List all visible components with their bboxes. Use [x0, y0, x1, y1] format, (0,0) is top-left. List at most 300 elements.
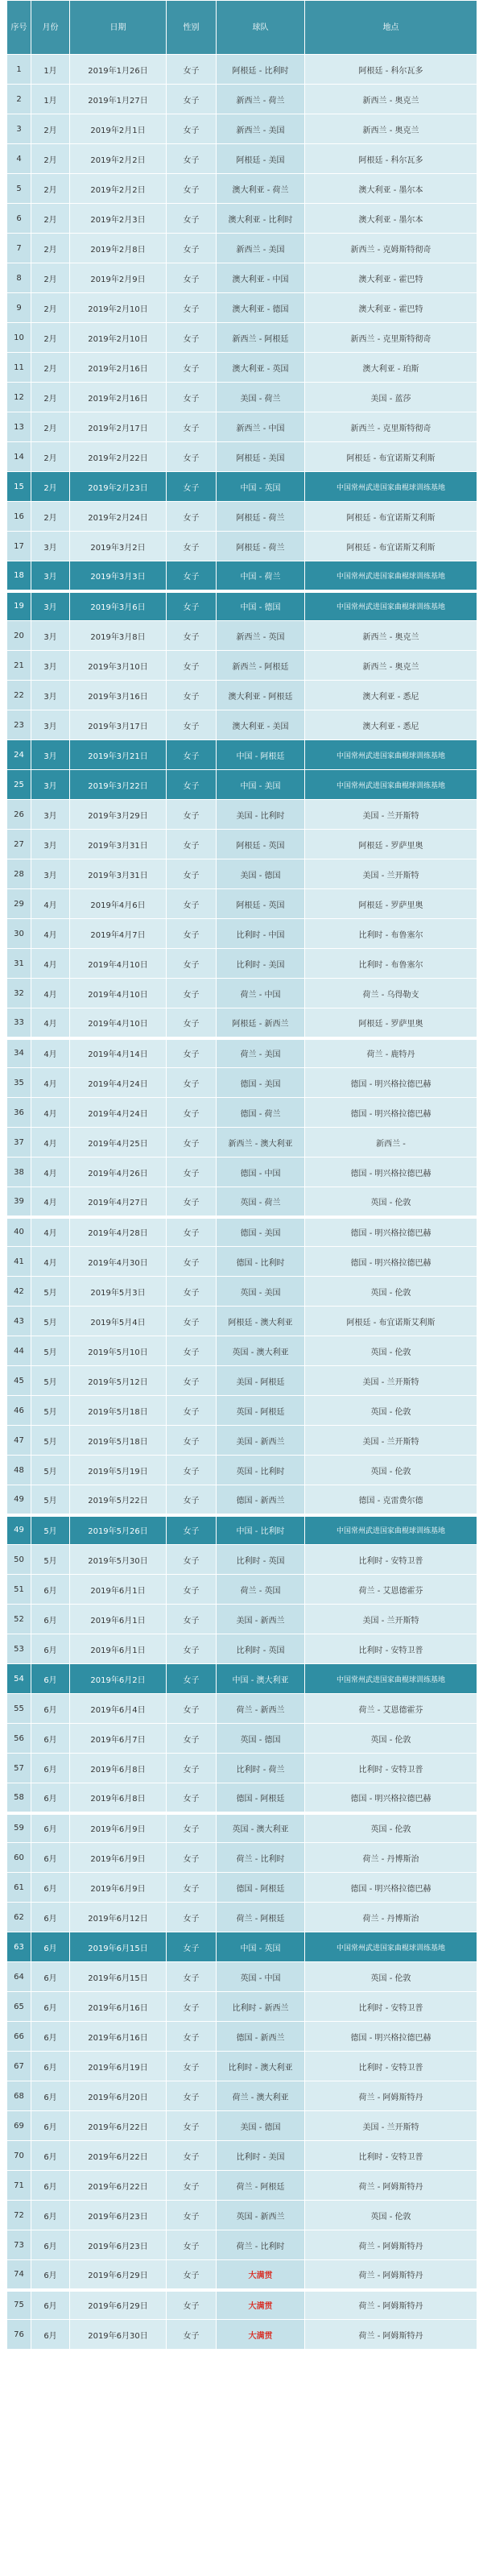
row-number: 14: [7, 442, 31, 472]
table-row: [7, 1485, 477, 1515]
row-month: 2月: [31, 144, 70, 174]
table-row: [7, 2260, 477, 2290]
row-month: 6月: [31, 2111, 70, 2141]
row-team: 新西兰 - 阿根廷: [217, 651, 305, 681]
table-row: [7, 263, 477, 293]
table-row: [7, 889, 477, 919]
row-month: 5月: [31, 1426, 70, 1456]
table-row: [7, 1783, 477, 1813]
row-month: 3月: [31, 681, 70, 710]
row-month: 2月: [31, 412, 70, 442]
row-team: 德国 - 美国: [217, 1068, 305, 1098]
row-month: 4月: [31, 919, 70, 949]
row-month: 6月: [31, 1873, 70, 1903]
row-gender: 女子: [167, 174, 217, 204]
row-month: 6月: [31, 2171, 70, 2201]
row-number: 22: [7, 681, 31, 710]
row-date: 2019年6月29日: [70, 2290, 167, 2320]
row-date: 2019年5月12日: [70, 1366, 167, 1396]
row-number: 61: [7, 1873, 31, 1903]
row-venue: 德国 - 明兴格拉德巴赫: [305, 1158, 477, 1187]
row-venue: 英国 - 伦敦: [305, 1187, 477, 1217]
row-venue: 比利时 - 安特卫普: [305, 2141, 477, 2171]
row-month: 4月: [31, 1187, 70, 1217]
row-month: 5月: [31, 1485, 70, 1515]
row-number: 59: [7, 1813, 31, 1843]
row-venue: 英国 - 伦敦: [305, 1336, 477, 1366]
row-month: 2月: [31, 323, 70, 353]
row-date: 2019年6月9日: [70, 1813, 167, 1843]
row-venue: 德国 - 明兴格拉德巴赫: [305, 1783, 477, 1813]
row-number: 20: [7, 621, 31, 651]
row-team: 新西兰 - 澳大利亚: [217, 1128, 305, 1158]
row-date: 2019年5月30日: [70, 1545, 167, 1575]
row-date: 2019年5月19日: [70, 1456, 167, 1485]
row-month: 4月: [31, 889, 70, 919]
row-team: 中国 - 荷兰: [217, 561, 305, 591]
row-venue: 中国常州武进国家曲棍球训练基地: [305, 591, 477, 621]
row-venue: 澳大利亚 - 悉尼: [305, 710, 477, 740]
row-gender: 女子: [167, 1426, 217, 1456]
row-number: 25: [7, 770, 31, 800]
row-month: 5月: [31, 1396, 70, 1426]
row-gender: 女子: [167, 1008, 217, 1038]
row-team: 阿根廷 - 英国: [217, 889, 305, 919]
row-team: 德国 - 比利时: [217, 1247, 305, 1277]
row-venue: 美国 - 兰开斯特: [305, 859, 477, 889]
grand-slam-label: 大满贯: [248, 2271, 273, 2280]
row-number: 37: [7, 1128, 31, 1158]
row-team: 德国 - 中国: [217, 1158, 305, 1187]
row-gender: 女子: [167, 830, 217, 859]
row-date: 2019年6月12日: [70, 1903, 167, 1932]
table-row: [7, 621, 477, 651]
row-venue: 澳大利亚 - 墨尔本: [305, 174, 477, 204]
table-row: [7, 1038, 477, 1068]
row-gender: 女子: [167, 1217, 217, 1247]
row-team: [217, 2320, 305, 2350]
row-number: 8: [7, 263, 31, 293]
row-venue: 荷兰 - 艾恩德霍芬: [305, 1575, 477, 1605]
table-row: [7, 800, 477, 830]
table-row: [7, 1396, 477, 1426]
row-team: 新西兰 - 美国: [217, 114, 305, 144]
row-date: 2019年4月28日: [70, 1217, 167, 1247]
row-month: 6月: [31, 2230, 70, 2260]
row-month: 2月: [31, 353, 70, 383]
row-number: 48: [7, 1456, 31, 1485]
row-venue: 德国 - 明兴格拉德巴赫: [305, 1247, 477, 1277]
row-team: 英国 - 中国: [217, 1962, 305, 1992]
row-gender: 女子: [167, 293, 217, 323]
row-date: 2019年6月23日: [70, 2230, 167, 2260]
row-venue: 新西兰 - 奥克兰: [305, 621, 477, 651]
row-number: 49: [7, 1515, 31, 1545]
row-gender: 女子: [167, 949, 217, 979]
row-number: 65: [7, 1992, 31, 2022]
row-team: 美国 - 新西兰: [217, 1605, 305, 1634]
row-gender: 女子: [167, 2320, 217, 2350]
table-row: [7, 204, 477, 234]
table-row: [7, 412, 477, 442]
row-month: 4月: [31, 949, 70, 979]
row-gender: 女子: [167, 2171, 217, 2201]
row-month: 4月: [31, 1158, 70, 1187]
row-month: 5月: [31, 1366, 70, 1396]
row-number: 51: [7, 1575, 31, 1605]
table-row: [7, 1903, 477, 1932]
row-month: 6月: [31, 2081, 70, 2111]
row-venue: 中国常州武进国家曲棍球训练基地: [305, 1515, 477, 1545]
row-gender: 女子: [167, 55, 217, 85]
row-number: 54: [7, 1664, 31, 1694]
row-date: 2019年3月21日: [70, 740, 167, 770]
row-gender: 女子: [167, 2022, 217, 2052]
row-team: 中国 - 英国: [217, 1932, 305, 1962]
header-venue: 地点: [305, 1, 477, 55]
row-team: 阿根廷 - 英国: [217, 830, 305, 859]
table-row: [7, 1843, 477, 1873]
row-month: 6月: [31, 1754, 70, 1783]
table-row: [7, 1575, 477, 1605]
row-team: 比利时 - 荷兰: [217, 1754, 305, 1783]
row-venue: 荷兰 - 阿姆斯特丹: [305, 2290, 477, 2320]
row-date: 2019年2月2日: [70, 144, 167, 174]
row-gender: 女子: [167, 353, 217, 383]
row-venue: 中国常州武进国家曲棍球训练基地: [305, 1664, 477, 1694]
row-gender: 女子: [167, 1247, 217, 1277]
row-month: 2月: [31, 234, 70, 263]
row-venue: 阿根廷 - 布宜诺斯艾利斯: [305, 1307, 477, 1336]
row-venue: 阿根廷 - 罗萨里奥: [305, 830, 477, 859]
row-team: 比利时 - 澳大利亚: [217, 2052, 305, 2081]
row-team: 中国 - 英国: [217, 472, 305, 502]
row-month: 6月: [31, 1813, 70, 1843]
row-month: 5月: [31, 1307, 70, 1336]
row-number: 53: [7, 1634, 31, 1664]
row-gender: 女子: [167, 919, 217, 949]
row-number: 17: [7, 532, 31, 561]
row-team: 新西兰 - 阿根廷: [217, 323, 305, 353]
table-row: [7, 1217, 477, 1247]
row-gender: 女子: [167, 651, 217, 681]
row-number: 75: [7, 2290, 31, 2320]
row-date: 2019年6月1日: [70, 1634, 167, 1664]
row-venue: 德国 - 明兴格拉德巴赫: [305, 2022, 477, 2052]
row-month: 2月: [31, 442, 70, 472]
row-number: 23: [7, 710, 31, 740]
row-number: 26: [7, 800, 31, 830]
table-row: [7, 770, 477, 800]
row-date: 2019年3月6日: [70, 591, 167, 621]
row-gender: 女子: [167, 263, 217, 293]
row-team: [217, 2290, 305, 2320]
row-date: 2019年6月1日: [70, 1575, 167, 1605]
row-venue: 英国 - 伦敦: [305, 2201, 477, 2230]
table-row: [7, 949, 477, 979]
row-month: 5月: [31, 1456, 70, 1485]
row-date: 2019年6月15日: [70, 1962, 167, 1992]
row-team: 德国 - 新西兰: [217, 2022, 305, 2052]
row-number: 27: [7, 830, 31, 859]
row-gender: 女子: [167, 323, 217, 353]
row-date: 2019年5月18日: [70, 1426, 167, 1456]
row-gender: 女子: [167, 412, 217, 442]
row-number: 57: [7, 1754, 31, 1783]
row-venue: 新西兰 - 奥克兰: [305, 114, 477, 144]
row-venue: 澳大利亚 - 悉尼: [305, 681, 477, 710]
row-month: 3月: [31, 532, 70, 561]
row-gender: 女子: [167, 1873, 217, 1903]
row-gender: 女子: [167, 1903, 217, 1932]
row-number: 46: [7, 1396, 31, 1426]
row-number: 9: [7, 293, 31, 323]
row-gender: 女子: [167, 1307, 217, 1336]
row-gender: 女子: [167, 204, 217, 234]
row-venue: 德国 - 明兴格拉德巴赫: [305, 1098, 477, 1128]
table-row: [7, 919, 477, 949]
row-gender: 女子: [167, 681, 217, 710]
row-venue: 比利时 - 安特卫普: [305, 1545, 477, 1575]
row-month: 2月: [31, 174, 70, 204]
table-row: [7, 1307, 477, 1336]
row-gender: 女子: [167, 770, 217, 800]
row-venue: 荷兰 - 鹿特丹: [305, 1038, 477, 1068]
row-gender: 女子: [167, 1724, 217, 1754]
row-gender: 女子: [167, 2081, 217, 2111]
row-date: 2019年6月22日: [70, 2111, 167, 2141]
table-row: [7, 1634, 477, 1664]
row-gender: 女子: [167, 1515, 217, 1545]
row-number: 67: [7, 2052, 31, 2081]
table-row: [7, 1694, 477, 1724]
table-row: [7, 2022, 477, 2052]
row-venue: 澳大利亚 - 珀斯: [305, 353, 477, 383]
table-row: [7, 710, 477, 740]
row-date: 2019年3月22日: [70, 770, 167, 800]
row-gender: 女子: [167, 979, 217, 1008]
table-row: [7, 1515, 477, 1545]
row-date: 2019年6月9日: [70, 1873, 167, 1903]
row-number: 56: [7, 1724, 31, 1754]
row-team: 美国 - 德国: [217, 859, 305, 889]
row-team: 美国 - 阿根廷: [217, 1366, 305, 1396]
row-venue: 澳大利亚 - 墨尔本: [305, 204, 477, 234]
row-date: 2019年2月9日: [70, 263, 167, 293]
row-date: 2019年6月8日: [70, 1783, 167, 1813]
row-team: 美国 - 荷兰: [217, 383, 305, 412]
row-number: 11: [7, 353, 31, 383]
row-date: 2019年6月22日: [70, 2171, 167, 2201]
row-team: 中国 - 比利时: [217, 1515, 305, 1545]
row-team: 荷兰 - 澳大利亚: [217, 2081, 305, 2111]
row-date: 2019年6月4日: [70, 1694, 167, 1724]
row-team: 澳大利亚 - 英国: [217, 353, 305, 383]
row-team: 比利时 - 美国: [217, 949, 305, 979]
row-number: 68: [7, 2081, 31, 2111]
row-number: 43: [7, 1307, 31, 1336]
table-row: [7, 502, 477, 532]
table-row: [7, 2290, 477, 2320]
row-gender: 女子: [167, 1545, 217, 1575]
row-venue: 荷兰 - 阿姆斯特丹: [305, 2230, 477, 2260]
row-team: 荷兰 - 阿根廷: [217, 1903, 305, 1932]
row-date: 2019年3月17日: [70, 710, 167, 740]
row-number: 50: [7, 1545, 31, 1575]
row-month: 6月: [31, 1962, 70, 1992]
row-team: 英国 - 新西兰: [217, 2201, 305, 2230]
row-gender: 女子: [167, 1485, 217, 1515]
row-gender: 女子: [167, 1366, 217, 1396]
row-date: 2019年4月24日: [70, 1098, 167, 1128]
row-number: 45: [7, 1366, 31, 1396]
table-row: [7, 2111, 477, 2141]
row-month: 6月: [31, 1575, 70, 1605]
row-team: 德国 - 阿根廷: [217, 1873, 305, 1903]
row-gender: 女子: [167, 234, 217, 263]
row-date: 2019年6月20日: [70, 2081, 167, 2111]
table-row: [7, 1873, 477, 1903]
row-team: 阿根廷 - 荷兰: [217, 502, 305, 532]
row-number: 73: [7, 2230, 31, 2260]
row-date: 2019年2月22日: [70, 442, 167, 472]
row-gender: 女子: [167, 561, 217, 591]
table-row: [7, 1158, 477, 1187]
row-gender: 女子: [167, 591, 217, 621]
row-date: 2019年6月29日: [70, 2260, 167, 2290]
row-venue: 阿根廷 - 科尔瓦多: [305, 144, 477, 174]
row-date: 2019年3月3日: [70, 561, 167, 591]
row-month: 5月: [31, 1515, 70, 1545]
row-number: 64: [7, 1962, 31, 1992]
row-number: 30: [7, 919, 31, 949]
row-date: 2019年4月25日: [70, 1128, 167, 1158]
row-number: 19: [7, 591, 31, 621]
row-venue: 新西兰 - 克里斯特彻奇: [305, 323, 477, 353]
row-date: 2019年4月14日: [70, 1038, 167, 1068]
row-month: 4月: [31, 1128, 70, 1158]
row-team: 澳大利亚 - 比利时: [217, 204, 305, 234]
table-row: [7, 740, 477, 770]
row-venue: 荷兰 - 丹博斯治: [305, 1843, 477, 1873]
row-team: 新西兰 - 荷兰: [217, 85, 305, 114]
row-gender: 女子: [167, 2111, 217, 2141]
table-row: [7, 1277, 477, 1307]
row-team: 荷兰 - 比利时: [217, 2230, 305, 2260]
row-gender: 女子: [167, 383, 217, 412]
row-number: 15: [7, 472, 31, 502]
row-team: 德国 - 荷兰: [217, 1098, 305, 1128]
row-venue: 荷兰 - 阿姆斯特丹: [305, 2260, 477, 2290]
row-number: 21: [7, 651, 31, 681]
row-month: 6月: [31, 1694, 70, 1724]
row-team: 澳大利亚 - 中国: [217, 263, 305, 293]
row-month: 4月: [31, 1008, 70, 1038]
row-gender: 女子: [167, 1158, 217, 1187]
table-row: [7, 2171, 477, 2201]
row-team: 比利时 - 新西兰: [217, 1992, 305, 2022]
row-date: 2019年3月29日: [70, 800, 167, 830]
row-number: 52: [7, 1605, 31, 1634]
row-team: 新西兰 - 英国: [217, 621, 305, 651]
row-venue: 美国 - 蓝莎: [305, 383, 477, 412]
row-date: 2019年5月26日: [70, 1515, 167, 1545]
row-venue: 澳大利亚 - 霍巴特: [305, 293, 477, 323]
row-venue: 阿根廷 - 罗萨里奥: [305, 889, 477, 919]
row-team: 德国 - 阿根廷: [217, 1783, 305, 1813]
table-row: [7, 591, 477, 621]
row-team: 澳大利亚 - 美国: [217, 710, 305, 740]
row-number: 32: [7, 979, 31, 1008]
row-gender: 女子: [167, 1575, 217, 1605]
table-body: [7, 55, 477, 2350]
row-date: 2019年5月10日: [70, 1336, 167, 1366]
row-gender: 女子: [167, 2052, 217, 2081]
row-month: 3月: [31, 859, 70, 889]
row-venue: 荷兰 - 艾恩德霍芬: [305, 1694, 477, 1724]
header-team: 球队: [217, 1, 305, 55]
row-team: 英国 - 荷兰: [217, 1187, 305, 1217]
row-team: 荷兰 - 中国: [217, 979, 305, 1008]
row-venue: 美国 - 兰开斯特: [305, 1605, 477, 1634]
table-row: [7, 1992, 477, 2022]
row-number: 36: [7, 1098, 31, 1128]
table-row: [7, 1247, 477, 1277]
row-number: 55: [7, 1694, 31, 1724]
row-team: 澳大利亚 - 荷兰: [217, 174, 305, 204]
row-month: 3月: [31, 830, 70, 859]
row-date: 2019年6月22日: [70, 2141, 167, 2171]
row-number: 3: [7, 114, 31, 144]
row-month: 4月: [31, 1038, 70, 1068]
table-row: [7, 293, 477, 323]
row-month: 6月: [31, 2290, 70, 2320]
table-row: [7, 1813, 477, 1843]
row-date: 2019年2月17日: [70, 412, 167, 442]
row-month: 2月: [31, 293, 70, 323]
row-number: 58: [7, 1783, 31, 1813]
row-date: 2019年2月23日: [70, 472, 167, 502]
row-number: 7: [7, 234, 31, 263]
schedule-sheet: [6, 0, 477, 2350]
row-month: 2月: [31, 114, 70, 144]
row-gender: 女子: [167, 114, 217, 144]
grand-slam-label: 大满贯: [248, 2331, 273, 2341]
table-row: [7, 2230, 477, 2260]
table-row: [7, 2201, 477, 2230]
row-team: 德国 - 美国: [217, 1217, 305, 1247]
row-gender: 女子: [167, 532, 217, 561]
row-gender: 女子: [167, 85, 217, 114]
row-number: 29: [7, 889, 31, 919]
row-month: 6月: [31, 2022, 70, 2052]
row-number: 71: [7, 2171, 31, 2201]
row-venue: 新西兰 - 克姆斯特彻奇: [305, 234, 477, 263]
table-row: [7, 442, 477, 472]
row-month: 5月: [31, 1545, 70, 1575]
row-team: 阿根廷 - 新西兰: [217, 1008, 305, 1038]
row-number: 34: [7, 1038, 31, 1068]
row-gender: 女子: [167, 859, 217, 889]
header-number: 序号: [7, 1, 31, 55]
row-month: 1月: [31, 85, 70, 114]
row-venue: 英国 - 伦敦: [305, 1813, 477, 1843]
row-number: 39: [7, 1187, 31, 1217]
row-number: 76: [7, 2320, 31, 2350]
row-team: 新西兰 - 美国: [217, 234, 305, 263]
row-venue: 新西兰 -: [305, 1128, 477, 1158]
row-date: 2019年5月18日: [70, 1396, 167, 1426]
